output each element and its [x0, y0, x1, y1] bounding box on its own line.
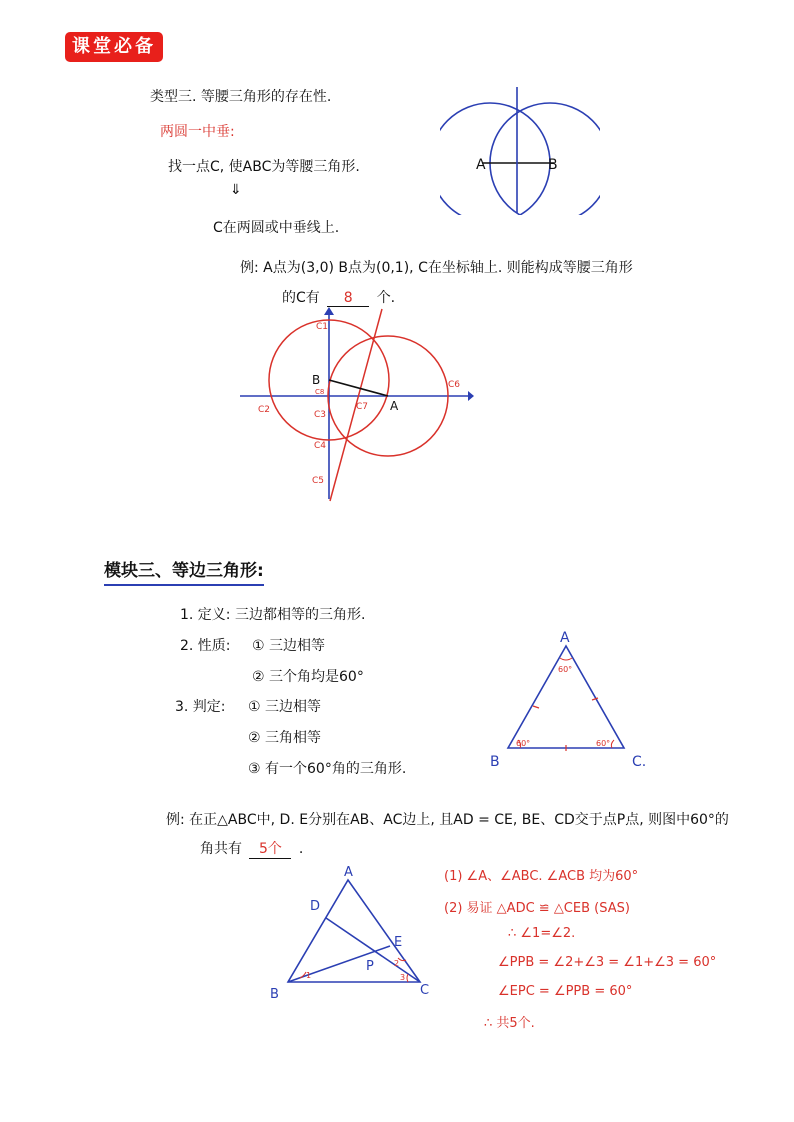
label-c7: C7 [356, 402, 369, 412]
criteria-1: ① 三边相等 [248, 699, 322, 715]
label-a: A [344, 865, 353, 880]
example1-prefix: 的C有 [282, 290, 320, 306]
label-2: 2 [394, 959, 400, 968]
angle-arc-c [611, 740, 614, 748]
label-a: A [476, 157, 486, 173]
label-c5: C5 [312, 476, 325, 486]
label-c2: C2 [258, 405, 271, 415]
label-p: P [366, 959, 374, 974]
property-2: ② 三个角均是60° [252, 669, 364, 685]
section-heading: 类型三. 等腰三角形的存在性. [150, 89, 332, 105]
label-c3: C3 [314, 410, 327, 420]
example2-answer: 5个 [249, 838, 291, 859]
example2-line2 [200, 838, 303, 859]
example1-line2 [282, 287, 395, 307]
label-c: C [420, 983, 430, 998]
circle-b [490, 103, 600, 215]
angle-label-b: 60° [516, 739, 531, 748]
example2-figure [262, 862, 442, 1002]
logo-badge: 课堂必备 [65, 32, 163, 62]
label-c1: C1 [316, 322, 329, 332]
property-1: ① 三边相等 [252, 638, 326, 654]
down-arrow: ⇓ [230, 182, 242, 198]
criteria-3: ③ 有一个60°角的三角形. [248, 761, 407, 777]
two-circles-diagram [440, 85, 600, 215]
label-e: E [394, 935, 403, 950]
triangle-abc [508, 646, 624, 748]
label-b: B [270, 987, 279, 1002]
criteria-label: 3. 判定: [175, 699, 226, 715]
y-axis-arrow [324, 307, 334, 315]
segment-be [288, 946, 390, 982]
label-c8: C8 [315, 388, 325, 396]
angle-arc-3 [407, 974, 408, 982]
definition: 1. 定义: 三边都相等的三角形. [180, 607, 366, 623]
label-c6: C6 [448, 380, 461, 390]
label-d: D [310, 899, 321, 914]
equilateral-triangle-figure [480, 622, 660, 772]
criteria-2: ② 三角相等 [248, 730, 322, 746]
label-b: B [312, 373, 321, 387]
solution-line-4: ∠PPB = ∠2+∠3 = ∠1+∠3 = 60° [498, 955, 717, 970]
property-label: 2. 性质: [180, 638, 231, 654]
example1-suffix: 个. [376, 290, 396, 306]
label-3: 3 [400, 973, 406, 982]
method-step-1: 找一点C, 使ABC为等腰三角形. [168, 159, 360, 175]
triangle-abc [288, 880, 420, 982]
label-a: A [390, 399, 399, 413]
angle-label-a: 60° [558, 665, 573, 674]
method-title: 两圆一中垂: [160, 124, 235, 140]
label-b: B [548, 157, 558, 173]
angle-label-c: 60° [596, 739, 611, 748]
example2-line1: 例: 在正△ABC中, D. E分别在AB、AC边上, 且AD = CE, BE、CD交于点P点, 则图中60°的 [166, 812, 729, 828]
angle-arc-a [560, 658, 572, 660]
x-axis-arrow [468, 391, 474, 401]
label-c4: C4 [314, 441, 327, 451]
label-1: 1 [306, 971, 312, 980]
example1-figure [236, 305, 476, 505]
solution-line-5: ∠EPC = ∠PPB = 60° [498, 984, 633, 999]
circle-a [440, 103, 550, 215]
solution-line-1: (1) ∠A、∠ABC. ∠ACB 均为60° [444, 869, 639, 884]
example2-prefix: 角共有 [200, 841, 242, 857]
example2-suffix: . [298, 841, 304, 857]
label-c: C. [632, 754, 647, 770]
label-a: A [560, 630, 570, 646]
tick-ab [533, 706, 539, 708]
method-step-2: C在两圆或中垂线上. [213, 220, 340, 236]
solution-line-3: ∴ ∠1=∠2. [508, 926, 576, 941]
label-b: B [490, 754, 500, 770]
solution-line-6: ∴ 共5个. [484, 1016, 535, 1031]
solution-line-2: (2) 易证 △ADC ≌ △CEB (SAS) [444, 901, 630, 916]
module-title: 模块三、等边三角形: [104, 556, 264, 586]
example1-line1: 例: A点为(3,0) B点为(0,1), C在坐标轴上. 则能构成等腰三角形 [240, 260, 633, 276]
example1-answer: 8 [327, 290, 369, 307]
